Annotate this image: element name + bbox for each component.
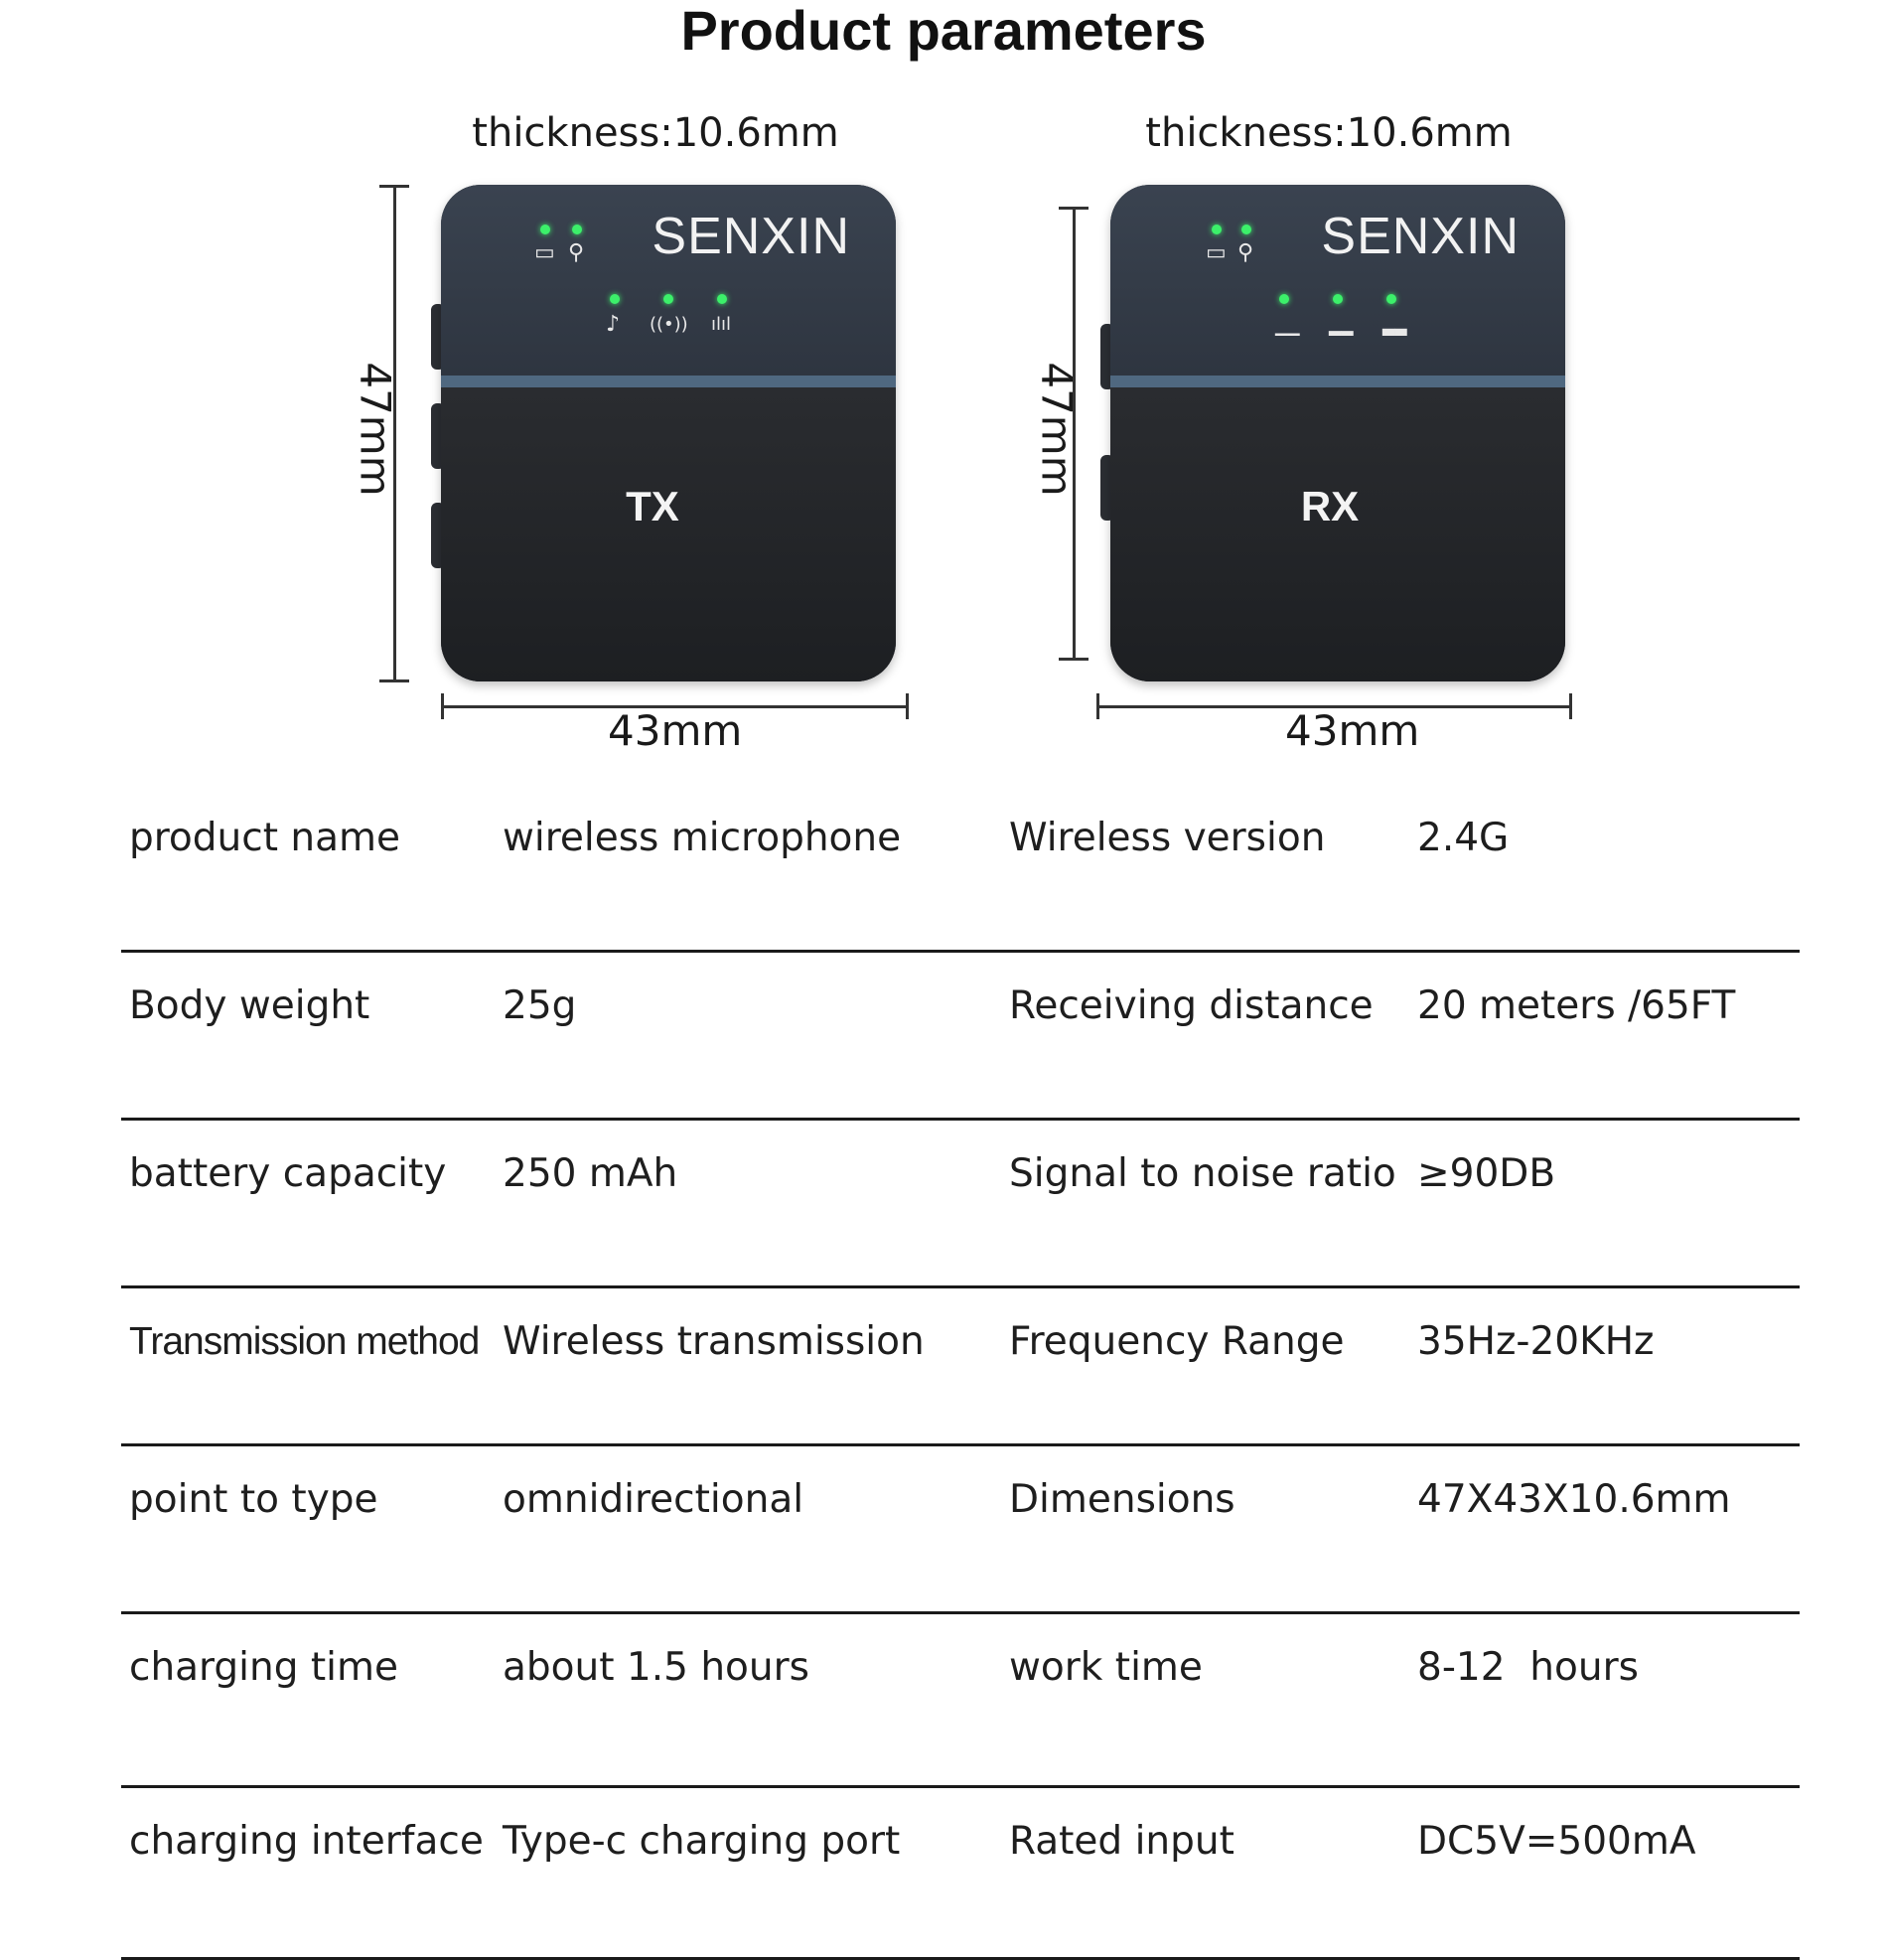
spec-value: 35Hz-20KHz: [1417, 1319, 1655, 1364]
rx-level2-led: [1333, 294, 1343, 304]
spec-value: DC5V=500mA: [1417, 1819, 1696, 1864]
rx-level3-led: [1386, 294, 1396, 304]
rx-link-led: [1241, 225, 1251, 234]
rx-height-dimension-tick-bottom: [1059, 658, 1089, 661]
rx-device: [1110, 185, 1565, 681]
rx-brand-logo: SENXIN: [1321, 208, 1520, 265]
rx-level1-led: [1279, 294, 1289, 304]
link-icon: ⚲: [568, 240, 585, 265]
spec-value: 8-12 hours: [1417, 1645, 1639, 1690]
signal-level-mid-icon: ▂▂: [1329, 317, 1354, 336]
spec-value: 2.4G: [1417, 816, 1510, 860]
tx-width-dimension-tick-right: [906, 693, 909, 719]
spec-row: [121, 953, 1800, 1121]
tx-width-dimension-tick-left: [441, 693, 444, 719]
spec-value: 47X43X10.6mm: [1417, 1477, 1731, 1522]
spec-value: Wireless transmission: [503, 1319, 925, 1364]
spec-label: Frequency Range: [1009, 1319, 1345, 1364]
spec-label: product name: [129, 816, 400, 860]
tx-height-dimension-tick-bottom: [379, 679, 409, 682]
spec-value: wireless microphone: [503, 816, 902, 860]
spec-label: charging interface: [129, 1819, 484, 1864]
signal-level-high-icon: ▃▃: [1382, 317, 1407, 336]
spec-label: Transmission method: [129, 1320, 480, 1363]
rx-height-dimension-tick-top: [1059, 207, 1089, 210]
tx-device-stripe: [441, 376, 896, 387]
noise-bars-icon: ılıl: [711, 314, 732, 335]
spec-label: Dimensions: [1009, 1477, 1235, 1522]
link-icon: ⚲: [1237, 240, 1254, 265]
wireless-signal-icon: ((•)): [650, 314, 688, 335]
spec-value: 20 meters /65FT: [1417, 983, 1736, 1028]
spec-label: Rated input: [1009, 1819, 1234, 1864]
spec-value: ≥90DB: [1417, 1151, 1556, 1196]
tx-wireless-led: [663, 294, 673, 304]
signal-level-low-icon: ▁▁: [1275, 317, 1300, 336]
tx-brand-logo: SENXIN: [652, 208, 850, 265]
spec-label: Signal to noise ratio: [1009, 1151, 1396, 1196]
rx-height-label: 47mm: [1032, 362, 1082, 497]
spec-row: [121, 1614, 1800, 1788]
spec-row: [121, 1121, 1800, 1288]
rx-battery-led: [1212, 225, 1222, 234]
tx-link-led: [572, 225, 582, 234]
spec-row: [121, 785, 1800, 953]
rx-device-bottom-panel: [1110, 387, 1565, 681]
spec-value: about 1.5 hours: [503, 1645, 809, 1690]
spec-value: omnidirectional: [503, 1477, 804, 1522]
spec-label: point to type: [129, 1477, 378, 1522]
spec-row: [121, 1446, 1800, 1614]
spec-label: battery capacity: [129, 1151, 447, 1196]
tx-device: [441, 185, 896, 681]
page-title: Product parameters: [680, 0, 1207, 62]
spec-label: work time: [1009, 1645, 1203, 1690]
spec-label: Body weight: [129, 983, 370, 1028]
tx-height-label: 47mm: [351, 362, 400, 497]
tx-thickness-label: thickness:10.6mm: [472, 110, 839, 156]
spec-label: Receiving distance: [1009, 983, 1374, 1028]
spec-label: Wireless version: [1009, 816, 1326, 860]
spec-label: charging time: [129, 1645, 398, 1690]
spec-value: Type-c charging port: [503, 1819, 901, 1864]
tx-music-led: [610, 294, 620, 304]
rx-width-dimension-tick-right: [1569, 693, 1572, 719]
music-note-icon: ♪: [606, 312, 621, 337]
spec-row: [121, 1288, 1800, 1446]
rx-device-label: RX: [1300, 483, 1360, 529]
spec-table: [121, 785, 1800, 1960]
rx-width-dimension-tick-left: [1096, 693, 1099, 719]
spec-value: 250 mAh: [503, 1151, 678, 1196]
tx-device-bottom-panel: [441, 387, 896, 681]
spec-value: 25g: [503, 983, 577, 1028]
tx-height-dimension-tick-top: [379, 185, 409, 188]
tx-battery-led: [540, 225, 550, 234]
battery-icon: ▭: [1206, 240, 1227, 265]
tx-width-label: 43mm: [608, 706, 743, 755]
tx-device-label: TX: [626, 483, 679, 529]
tx-noise-led: [717, 294, 727, 304]
battery-icon: ▭: [534, 240, 555, 265]
rx-device-stripe: [1110, 376, 1565, 387]
rx-thickness-label: thickness:10.6mm: [1145, 110, 1513, 156]
rx-width-label: 43mm: [1285, 706, 1420, 755]
spec-row: [121, 1788, 1800, 1960]
